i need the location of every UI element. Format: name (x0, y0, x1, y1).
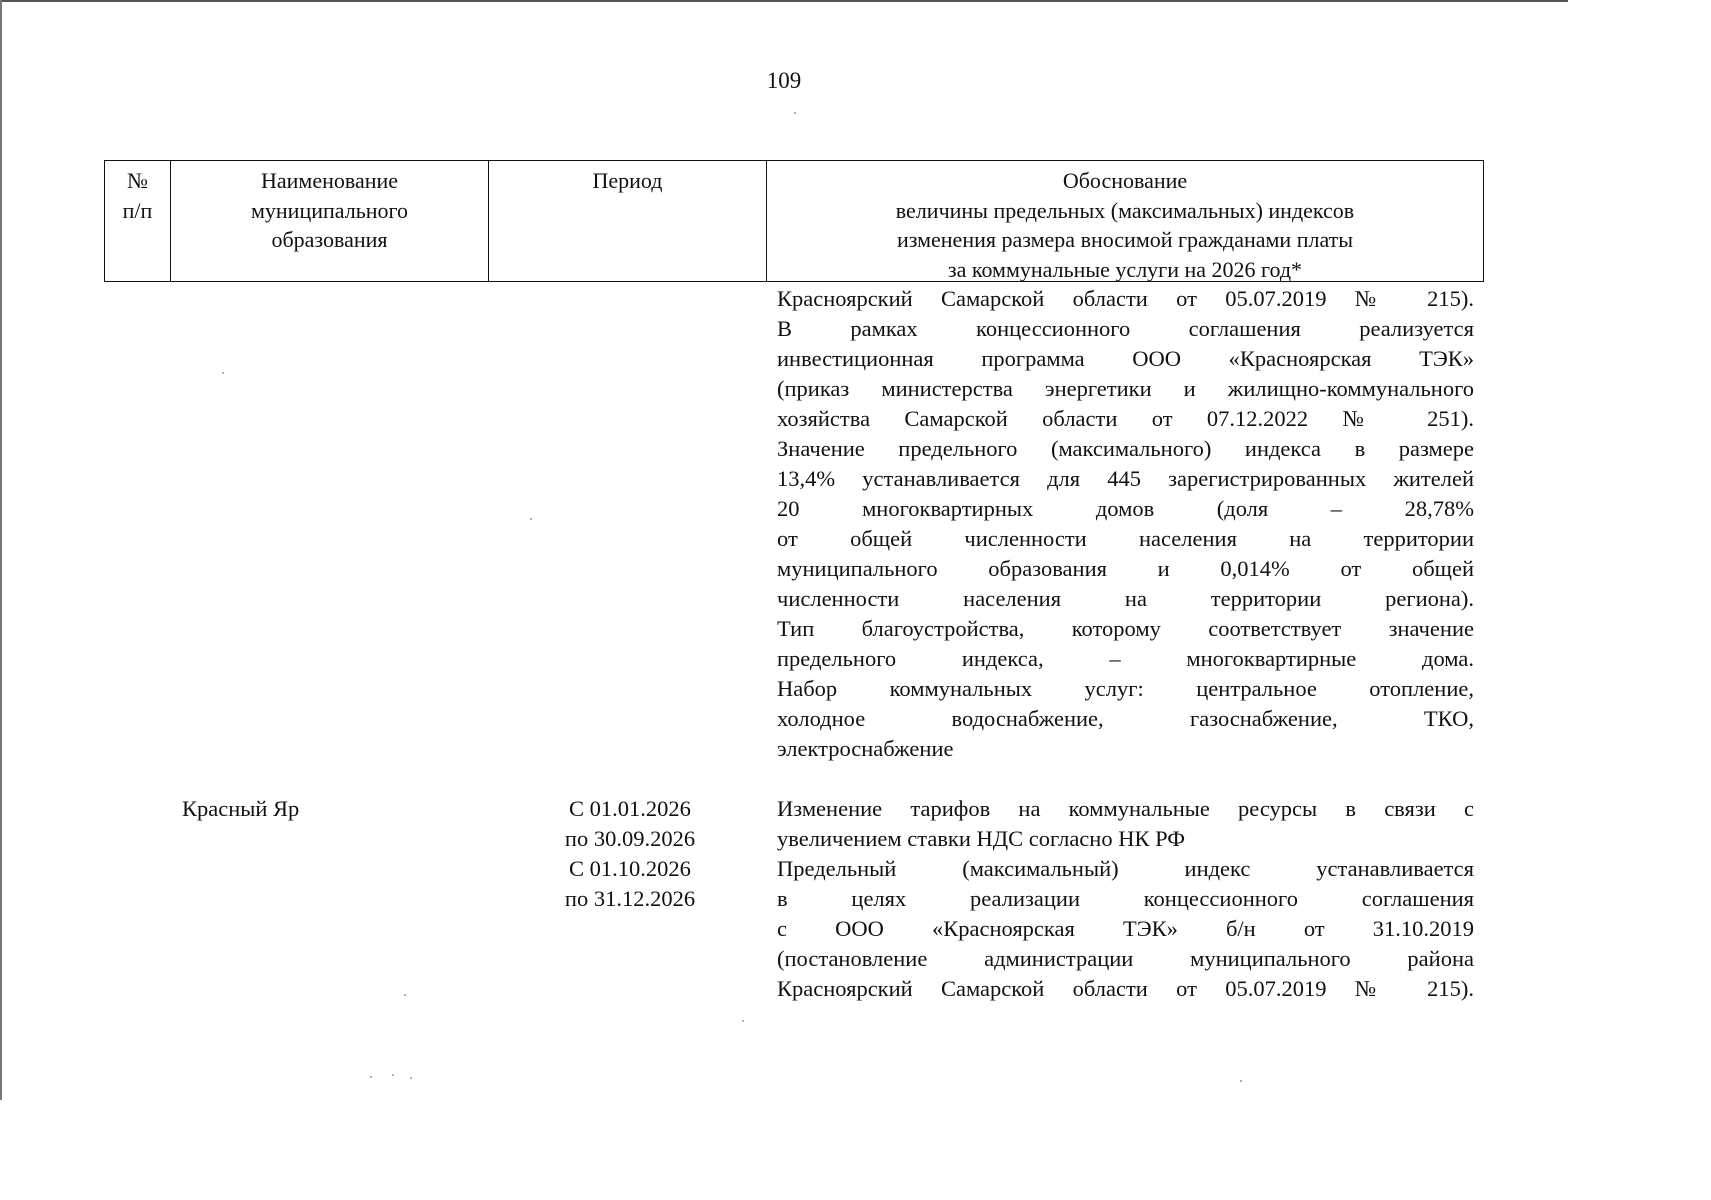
page-number: 109 (766, 68, 802, 93)
krasny-yar-basis-text (777, 794, 1474, 1004)
scan-speck (222, 372, 224, 374)
scan-speck (742, 1020, 744, 1022)
basis-text-line: Предельный (максимальный) индекс устанавливается (777, 856, 1474, 881)
header-cell-municipality (171, 161, 489, 281)
basis-text-line: в целях реализации концессионного соглашения (777, 886, 1474, 911)
basis-text-line: предельного индекса, – многоквартирные дома. (777, 646, 1474, 671)
header-basis-line: изменения размера вносимой гражданами платы (896, 227, 1354, 252)
scan-speck (370, 1076, 372, 1078)
basis-text-line: 13,4% устанавливается для 445 зарегистрированных жителей (777, 466, 1474, 491)
header-number-line: п/п (122, 197, 153, 223)
header-cell-number (105, 161, 171, 281)
period-cell (540, 794, 720, 914)
period-line: по 31.12.2026 (564, 886, 696, 911)
basis-text-line: 20 многоквартирных домов (доля – 28,78% (777, 496, 1474, 521)
header-cell-basis (767, 161, 1483, 281)
scan-speck (410, 1077, 412, 1079)
table-header (104, 160, 1484, 282)
municipality-name: Красный Яр (182, 796, 300, 821)
header-period-label: Период (592, 168, 663, 193)
scan-speck (1240, 1080, 1242, 1082)
basis-text-line: инвестиционная программа ООО «Красноярская ТЭК» (777, 346, 1474, 371)
header-municipality-line: Наименование (260, 168, 399, 193)
header-cell-period (489, 161, 767, 281)
scan-speck (530, 518, 532, 520)
basis-text-line: электроснабжение (777, 736, 954, 761)
basis-text-line: Красноярский Самарской области от 05.07.2019 № 215). (777, 286, 1474, 311)
basis-text-line: В рамках концессионного соглашения реализуется (777, 316, 1474, 341)
scan-border-top (0, 0, 1568, 2)
continued-basis-text (777, 284, 1474, 764)
scan-speck (392, 1074, 394, 1076)
period-line: по 30.09.2026 (564, 826, 696, 851)
header-municipality-line: муниципального (250, 197, 408, 223)
header-number-line: № (127, 168, 148, 193)
header-basis-line: величины предельных (максимальных) индексов (895, 197, 1355, 223)
basis-text-line: хозяйства Самарской области от 07.12.2022 № 251). (777, 406, 1474, 431)
basis-text-line: (приказ министерства энергетики и жилищно-коммунального (777, 376, 1474, 401)
header-basis-line: за коммунальные услуги на 2026 год* (947, 256, 1303, 282)
scan-speck (794, 112, 796, 114)
header-municipality-line: образования (271, 227, 388, 252)
basis-text-line: с ООО «Красноярская ТЭК» б/н от 31.10.2019 (777, 916, 1474, 941)
scan-speck (404, 994, 406, 996)
basis-text-line: Красноярский Самарской области от 05.07.2019 № 215). (777, 976, 1474, 1001)
basis-text-line: (постановление администрации муниципального района (777, 946, 1474, 971)
basis-text-line: увеличением ставки НДС согласно НК РФ (777, 826, 1185, 851)
basis-text-line: Набор коммунальных услуг: центральное отопление, (777, 676, 1474, 701)
basis-text-line: муниципального образования и 0,014% от общей (777, 556, 1474, 581)
basis-text-line: холодное водоснабжение, газоснабжение, ТКО, (777, 706, 1474, 731)
period-line: С 01.01.2026 (569, 796, 691, 821)
period-line: С 01.10.2026 (569, 856, 691, 881)
basis-text-line: Значение предельного (максимального) индекса в размере (777, 436, 1474, 461)
basis-text-line: Изменение тарифов на коммунальные ресурсы в связи с (777, 796, 1474, 821)
basis-text-line: от общей численности населения на территории (777, 526, 1474, 551)
basis-text-line: Тип благоустройства, которому соответствует значение (777, 616, 1474, 641)
header-basis-line: Обоснование (1062, 168, 1188, 193)
scan-border-left (0, 0, 2, 1100)
basis-text-line: численности населения на территории региона). (777, 586, 1474, 611)
